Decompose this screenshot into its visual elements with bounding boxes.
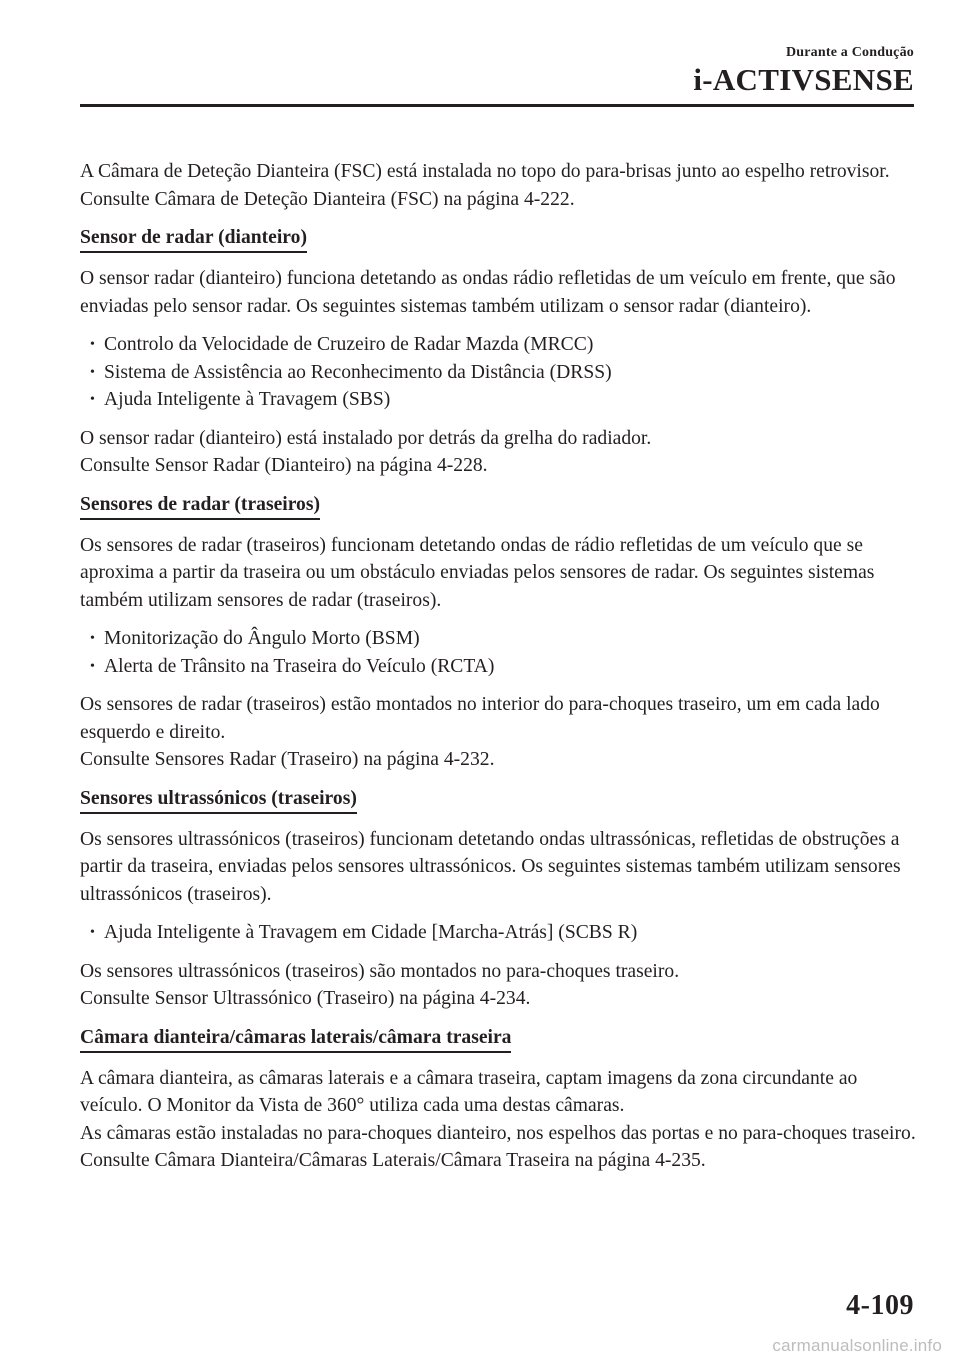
section-reference: Consulte Sensores Radar (Traseiro) na página 4-232. (80, 749, 495, 770)
section-after-paragraph: As câmaras estão instaladas no para-choques dianteiro, nos espelhos das portas e no para-choques traseiro. (80, 1122, 916, 1144)
section-heading-ultrasonic: Sensores ultrassónicos (traseiros) (80, 786, 357, 814)
list-item: • Controlo da Velocidade de Cruzeiro de Radar Mazda (MRCC) (90, 331, 916, 359)
bullet-icon: • (90, 364, 95, 380)
list-item: • Monitorização do Ângulo Morto (BSM) (90, 625, 916, 653)
section-reference: Consulte Sensor Ultrassónico (Traseiro) na página 4-234. (80, 988, 531, 1009)
intro-paragraph: A Câmara de Deteção Dianteira (FSC) está instalada no topo do para-brisas junto ao espelho retrovisor. (80, 161, 890, 182)
page-number: 4-109 (846, 1290, 914, 1321)
systems-list (80, 625, 916, 680)
systems-list (80, 919, 916, 947)
bullet-icon: • (90, 658, 95, 674)
watermark: carmanualsonline.info (772, 1336, 942, 1355)
section-after-block (80, 691, 916, 774)
section-after-block (80, 958, 916, 1013)
page-header (693, 44, 914, 97)
list-item: • Ajuda Inteligente à Travagem em Cidade [Marcha-Atrás] (SCBS R) (90, 919, 916, 947)
list-item: • Sistema de Assistência ao Reconhecimento da Distância (DRSS) (90, 359, 916, 387)
section-reference: Consulte Câmara Dianteira/Câmaras Laterais/Câmara Traseira na página 4-235. (80, 1150, 706, 1171)
section-paragraph: Os sensores de radar (traseiros) funcionam detetando ondas de rádio refletidas de um veículo que se aproxima a partir da traseira ou um obstáculo enviadas pelos sensores de radar. Os seguintes sistemas também utilizam sensores de radar (traseiros). (80, 534, 875, 611)
bullet-icon: • (90, 925, 95, 940)
section-heading-front-radar: Sensor de radar (dianteiro) (80, 225, 307, 253)
section-after-paragraph: Os sensores ultrassónicos (traseiros) são montados no para-choques traseiro. (80, 960, 680, 982)
bullet-icon: • (90, 392, 95, 407)
section-paragraph: Os sensores ultrassónicos (traseiros) funcionam detetando ondas ultrassónicas, refletidas de obstruções a partir da traseira, enviadas pelos sensores ultrassónicos. Os seguintes sistemas também utilizam sensores ultrassónicos (traseiros). (80, 828, 901, 905)
list-item: • Ajuda Inteligente à Travagem (SBS) (90, 386, 916, 414)
section-paragraph: A câmara dianteira, as câmaras laterais e a câmara traseira, captam imagens da zona circundante ao veículo. O Monitor da Vista de 360° utiliza cada uma destas câmaras. (80, 1067, 858, 1116)
header-divider (80, 104, 914, 107)
bullet-icon: • (90, 337, 95, 352)
bullet-icon: • (90, 631, 95, 646)
section-after-block (80, 425, 916, 480)
page-content (80, 158, 916, 1186)
intro-reference: Consulte Câmara de Deteção Dianteira (FSC) na página 4-222. (80, 188, 575, 210)
section-heading-cameras: Câmara dianteira/câmaras laterais/câmara traseira (80, 1025, 511, 1053)
chapter-title: i-ACTIVSENSE (693, 62, 914, 97)
systems-list (80, 331, 916, 414)
section-paragraph: O sensor radar (dianteiro) funciona detetando as ondas rádio refletidas de um veículo em frente, que são enviadas pelo sensor radar. Os seguintes sistemas também utilizam o sensor radar (dianteiro). (80, 268, 896, 317)
section-heading-rear-radar: Sensores de radar (traseiros) (80, 492, 320, 520)
intro-block (80, 158, 916, 213)
list-item: • Alerta de Trânsito na Traseira do Veículo (RCTA) (90, 653, 916, 681)
section-after-paragraph: Os sensores de radar (traseiros) estão montados no interior do para-choques traseiro, um em cada lado esquerdo e direito. (80, 694, 880, 743)
section-reference: Consulte Sensor Radar (Dianteiro) na página 4-228. (80, 455, 488, 476)
section-camera-block (80, 1065, 916, 1175)
section-after-paragraph: O sensor radar (dianteiro) está instalado por detrás da grelha do radiador. (80, 427, 652, 449)
section-title: Durante a Condução (785, 45, 914, 60)
